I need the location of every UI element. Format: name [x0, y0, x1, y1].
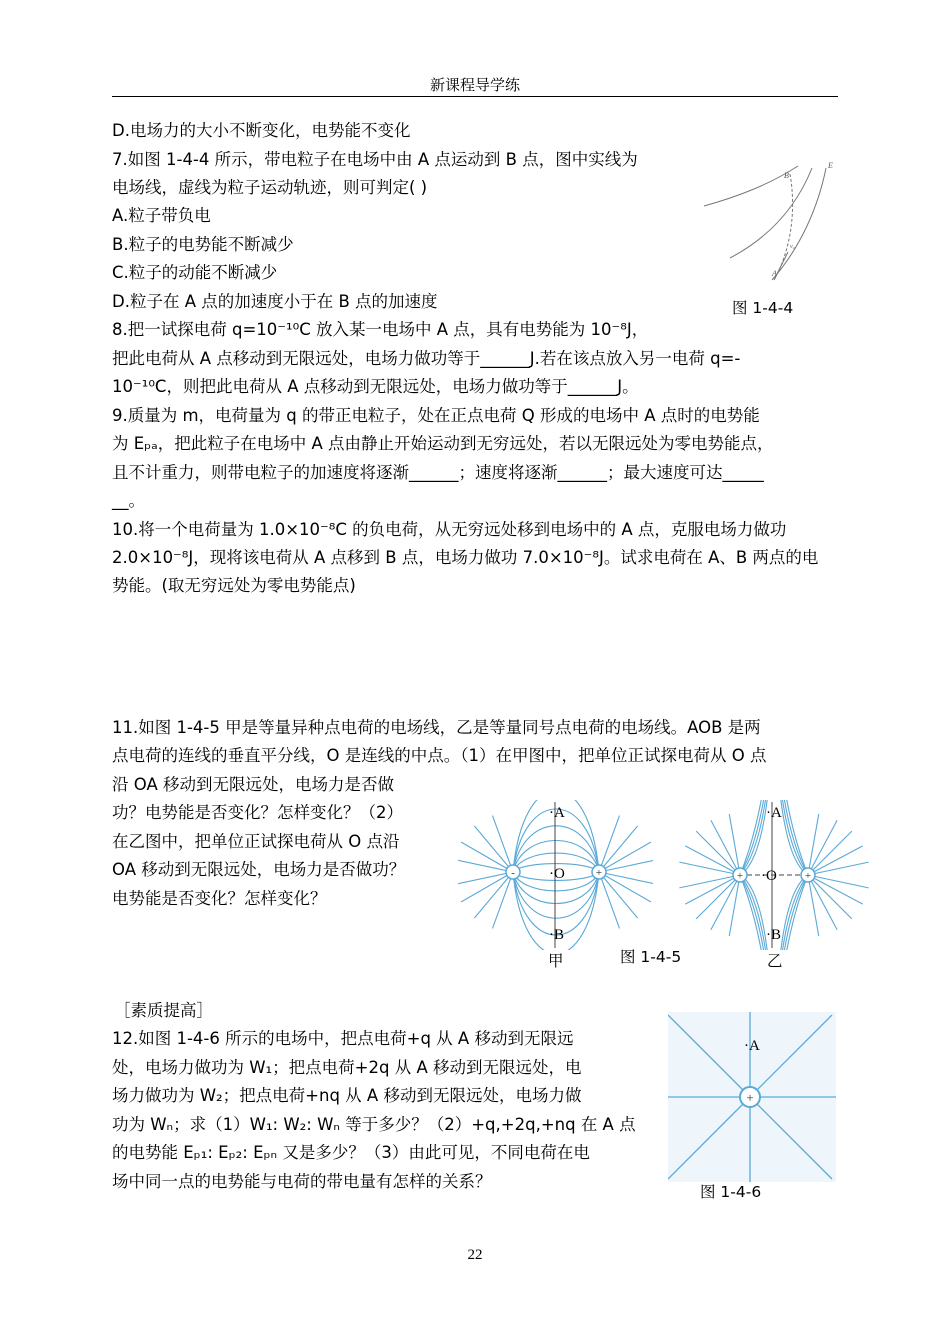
figure-1-4-6	[668, 1012, 836, 1182]
q12-stem: 12.如图 1-4-6 所示的电场中，把点电荷+q 从 A 移动到无限远	[112, 1029, 574, 1048]
label-a: ·A	[549, 805, 565, 821]
q9-stem-cont2: 且不计重力，则带电粒子的加速度将逐渐______；速度将逐渐______；最大速度可达_____	[112, 463, 764, 482]
label-o: ·O	[761, 868, 777, 884]
q7-option-a: A.粒子带负电	[112, 206, 211, 225]
header-rule	[112, 96, 838, 97]
figure-1-4-5-caption: 图 1-4-5	[620, 948, 682, 966]
q9-stem: 9.质量为 m，电荷量为 q 的带正电粒子，处在正点电荷 Q 形成的电场中 A 点时的电势能	[112, 406, 760, 425]
field-line	[599, 872, 653, 884]
q10-stem-cont: 2.0×10⁻⁸J，现将该电荷从 A 点移到 B 点，电场力做功 7.0×10⁻⁸J。试求电荷在 A、B 两点的电	[112, 548, 819, 567]
figure-1-4-5-right-label: 乙	[767, 952, 783, 970]
trajectory	[774, 174, 793, 280]
field-line	[679, 862, 740, 875]
field-line	[679, 875, 740, 888]
field-line	[492, 872, 513, 928]
plus-sign: +	[746, 1090, 754, 1105]
figure-1-4-5-left-label: 甲	[548, 952, 564, 970]
q9-stem-cont3: __。	[112, 491, 145, 510]
figure-1-4-4	[700, 148, 840, 288]
q11-stem-cont: 点电荷的连线的垂直平分线，O 是连线的中点。（1）在甲图中，把单位正试探电荷从 O 点	[112, 746, 767, 765]
q11-stem-cont6: 电势能是否变化？怎样变化？	[112, 889, 327, 908]
q11-stem-cont3: 功？电势能是否变化？怎样变化？（2）	[112, 803, 403, 822]
q9-stem-cont: 为 Eₚₐ，把此粒子在电场中 A 点由静止开始运动到无穷远处，若以无限远处为零电势能点，	[112, 434, 774, 453]
q12-stem-cont: 处，电场力做功为 W₁；把点电荷+2q 从 A 移动到无限远处，电	[112, 1058, 582, 1077]
q11-stem-cont2: 沿 OA 移动到无限远处，电场力是否做	[112, 775, 394, 794]
minus-sign: -	[511, 867, 515, 879]
plus-sign-right: +	[804, 870, 812, 882]
q11-stem-cont4: 在乙图中，把单位正试探电荷从 O 点沿	[112, 832, 400, 851]
plus-sign-left: +	[736, 870, 744, 882]
field-line	[461, 872, 513, 902]
field-line	[599, 860, 653, 872]
label-b: ·B	[766, 927, 781, 943]
q6-option-d: D.电场力的大小不断变化，电势能不变化	[112, 121, 411, 140]
field-line	[772, 168, 826, 280]
label-e: E	[828, 161, 833, 170]
q11-stem: 11.如图 1-4-5 甲是等量异种点电荷的电场线，乙是等量同号点电荷的电场线。AOB 是两	[112, 718, 761, 737]
q7-option-b: B.粒子的电势能不断减少	[112, 235, 294, 254]
q7-stem-cont: 电场线，虚线为粒子运动轨迹，则可判定( )	[112, 178, 428, 197]
label-v0: v₀	[790, 244, 795, 250]
figure-1-4-5-yi	[675, 800, 875, 950]
q7-option-c: C.粒子的动能不断减少	[112, 263, 278, 282]
q10-stem-cont2: 势能。(取无穷远处为零电势能点)	[112, 576, 356, 595]
label-a: A	[772, 269, 777, 278]
figure-1-4-5-jia	[458, 800, 653, 950]
q7-stem: 7.如图 1-4-4 所示，带电粒子在电场中由 A 点运动到 B 点，图中实线为	[112, 150, 638, 169]
plus-sign: +	[595, 867, 603, 879]
q8-stem-cont: 把此电荷从 A 点移动到无限远处，电场力做功等于______J.若在该点放入另一电荷 q=-	[112, 349, 741, 368]
figure-1-4-4-caption: 图 1-4-4	[732, 299, 794, 317]
label-b: B	[784, 171, 789, 180]
label-o: ·O	[549, 866, 565, 882]
page-number: 22	[467, 1247, 483, 1263]
q10-stem: 10.将一个电荷量为 1.0×10⁻⁸C 的负电荷，从无穷远处移到电场中的 A 点，克服电场力做功	[112, 520, 787, 539]
label-b: ·B	[549, 927, 564, 943]
q12-stem-cont2: 场力做功为 W₂；把点电荷+nq 从 A 移动到无限远处，电场力做	[112, 1086, 582, 1105]
field-line	[599, 872, 651, 902]
field-line	[599, 842, 651, 872]
page-header-title: 新课程导学练	[429, 76, 520, 94]
q12-stem-cont4: 的电势能 Eₚ₁: Eₚ₂: Eₚₙ 又是多少？（3）由此可见，不同电荷在电	[112, 1143, 590, 1162]
section-title-quality: ［素质提高］	[114, 1001, 213, 1020]
field-line	[599, 872, 620, 928]
label-a: ·A	[766, 805, 782, 821]
field-line	[808, 875, 869, 888]
q7-option-d: D.粒子在 A 点的加速度小于在 B 点的加速度	[112, 292, 438, 311]
q12-stem-cont3: 功为 Wₙ；求（1）W₁: W₂: Wₙ 等于多少？（2）+q,+2q,+nq 在 A 点	[112, 1115, 636, 1134]
q12-stem-cont5: 场中同一点的电势能与电荷的带电量有怎样的关系？	[112, 1172, 492, 1191]
label-a: ·A	[744, 1038, 760, 1054]
q11-stem-cont5: OA 移动到无限远处，电场力是否做功？	[112, 860, 406, 879]
q8-stem: 8.把一试探电荷 q=10⁻¹⁰C 放入某一电场中 A 点，具有电势能为 10⁻⁸J，	[112, 320, 649, 339]
field-line	[461, 842, 513, 872]
field-line	[492, 816, 513, 872]
field-line	[808, 862, 869, 875]
figure-1-4-6-caption: 图 1-4-6	[700, 1183, 762, 1201]
q8-stem-cont2: 10⁻¹⁰C，则把此电荷从 A 点移动到无限远处，电场力做功等于______J。	[112, 377, 639, 396]
field-line	[599, 816, 620, 872]
